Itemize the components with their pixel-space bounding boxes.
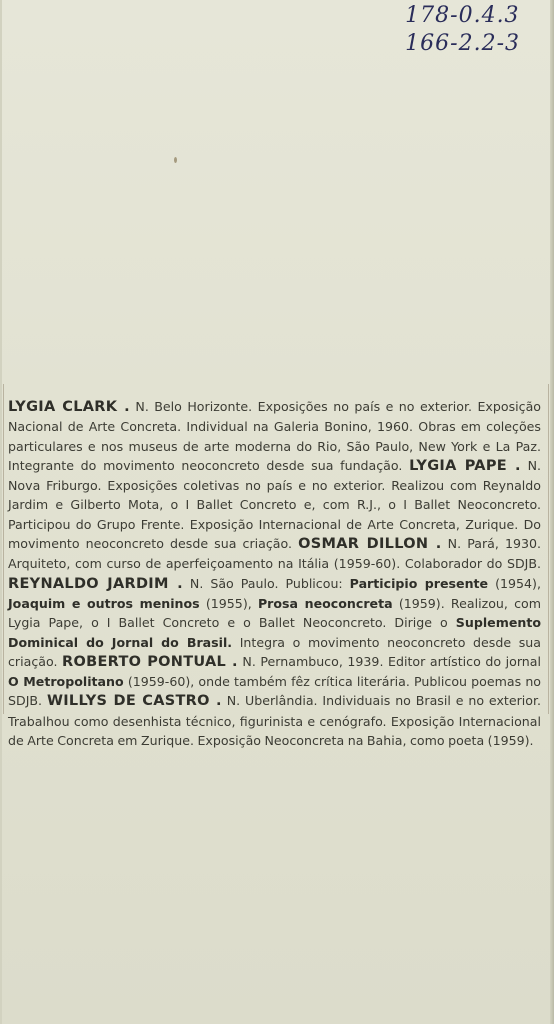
shelfmark-line-2: 166-2.2-3: [405, 31, 520, 56]
work-title: Participio presente: [349, 575, 489, 591]
artist-name-lygia-clark: LYGIA CLARK .: [8, 399, 130, 415]
artist-biographies: [8, 397, 541, 750]
artist-name-willys-de-castro: WILLYS DE CASTRO .: [46, 693, 222, 710]
bio-text: N. Pernambuco, 1939. Editor artístico do jornal: [237, 653, 542, 669]
right-margin-mark: [548, 384, 549, 714]
bio-text: N. Belo Horizonte. Exposições no país e no exterior. Exposição Nacional de Arte Concreta. Individual na Galeria Bonino, 1960. Obras em coleções particulares e nos museus de arte moderna do Rio, São Paulo, New York e La Paz. Integrante do movimento neoconcreto desde sua fundação.: [8, 399, 541, 473]
bio-text: (1955),: [199, 595, 258, 611]
work-title: Prosa neoconcreta: [257, 595, 393, 611]
bio-text: N. Uberlândia. Individuais no Brasil e no exterior. Trabalhou como desenhista técnico, figurinista e cenógrafo. Exposição Internacional de Arte Concreta em Zurique. Exposição Neoconcreta na Bahia, como poeta (1959).: [8, 693, 541, 749]
page-right-edge: [550, 0, 554, 1024]
artist-name-roberto-pontual: ROBERTO PONTUAL .: [62, 653, 238, 670]
page-left-edge: [0, 0, 2, 1024]
left-margin-mark: [3, 384, 4, 714]
shelfmark-line-1: 178-0.4.3: [405, 3, 520, 28]
bio-text: Integra o movimento neoconcreto desde sua criação.: [8, 634, 541, 669]
work-title: O Metropolitano: [8, 674, 124, 690]
bio-text: (1954),: [488, 575, 541, 591]
work-title: Suplemento Dominical do Jornal do Brasil.: [8, 615, 541, 650]
bio-text: N. Nova Friburgo. Exposições coletivas no país e no exterior. Realizou com Reynaldo Jardim e Gilberto Mota, o I Ballet Concreto e, com R.J., o I Ballet Neoconcreto. Participou do Grupo Frente. Exposição Internacional de Arte Concreta, Zurique. Do movimento neoconcreto desde sua criação.: [8, 457, 541, 552]
bio-text: N. São Paulo. Publicou:: [182, 575, 350, 591]
bio-text: (1959-60), onde também fêz crítica literária. Publicou poemas no SDJB.: [8, 674, 542, 709]
artist-name-osmar-dillon: OSMAR DILLON .: [298, 536, 442, 553]
artist-name-lygia-pape: LYGIA PAPE .: [409, 457, 521, 474]
paper-speck: [174, 157, 177, 163]
artist-name-reynaldo-jardim: REYNALDO JARDIM .: [8, 575, 183, 592]
bio-text: N. Pará, 1930. Arquiteto, com curso de aperfeiçoamento na Itália (1959-60). Colaborador do SDJB.: [8, 536, 541, 572]
handwritten-shelfmark: [405, 2, 520, 58]
bio-text: (1959). Realizou, com Lygia Pape, o I Ballet Concreto e o Ballet Neoconcreto. Dirige o: [8, 595, 541, 631]
work-title: Joaquim e outros meninos: [8, 595, 200, 611]
